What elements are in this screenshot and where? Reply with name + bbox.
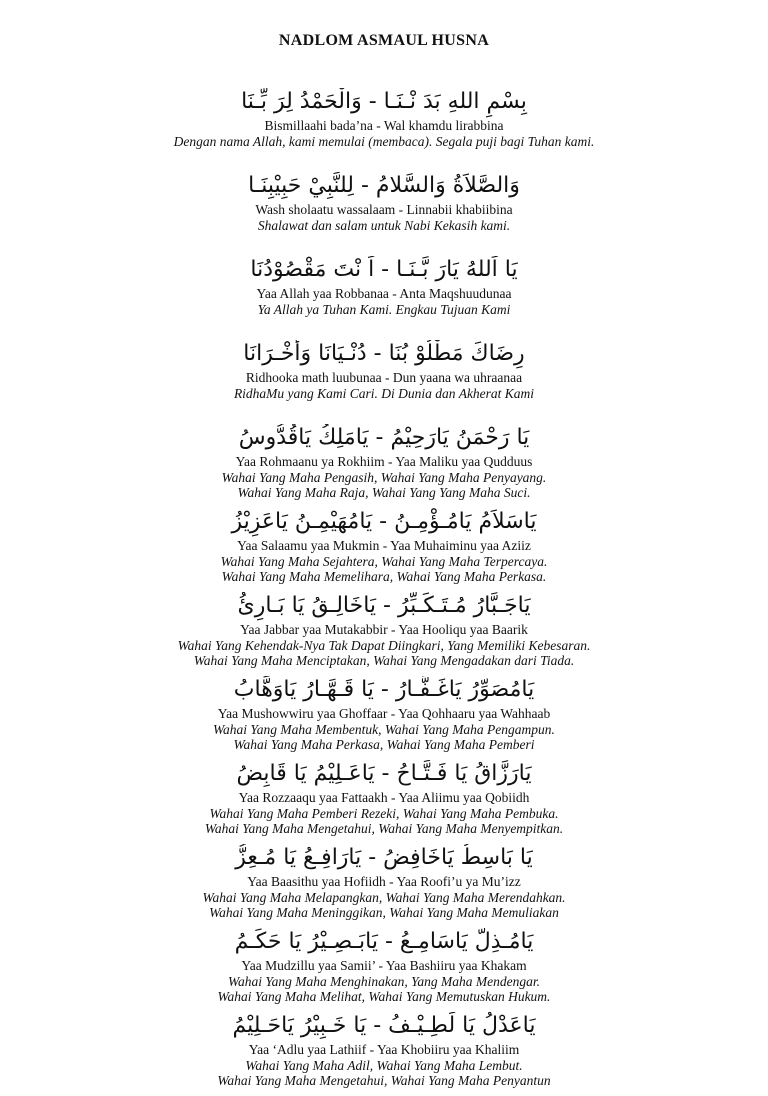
translation-line: Wahai Yang Maha Mengetahui, Wahai Yang Maha Menyempitkan. xyxy=(204,821,564,836)
translation-line: Wahai Yang Maha Melihat, Wahai Yang Memutuskan Hukum. xyxy=(217,989,551,1004)
translation-line: Dengan nama Allah, kami memulai (membaca). Segala puji bagi Tuhan kami. xyxy=(173,134,595,149)
verse-block xyxy=(0,340,768,424)
translation-line: Ya Allah ya Tuhan Kami. Engkau Tujuan Kami xyxy=(257,302,511,317)
transliteration-text: Yaa Baasithu yaa Hofiidh - Yaa Roofi’u ya Mu’izz xyxy=(247,874,521,889)
translation-line: Wahai Yang Maha Pemberi Rezeki, Wahai Yang Maha Pembuka. xyxy=(209,806,559,821)
transliteration-text: Yaa Jabbar yaa Mutakabbir - Yaa Hooliqu yaa Baarik xyxy=(240,622,528,637)
transliteration-text: Yaa Salaamu yaa Mukmin - Yaa Muhaiminu yaa Aziiz xyxy=(237,538,531,553)
verse-block xyxy=(0,1012,768,1096)
arabic-verse-text: بِسْمِ اللهِ بَدَ نْـنَـا - وَالْحَمْدُ لِرَ بِّـنَا xyxy=(241,89,527,114)
verse-block xyxy=(0,592,768,676)
arabic-verse-text: يَا بَاسِطُ يَاخَافِضُ - يَارَافِـعُ يَا مُـعِزُّ xyxy=(235,845,533,870)
translation-line: Wahai Yang Maha Menciptakan, Wahai Yang Mengadakan dari Tiada. xyxy=(193,653,575,668)
arabic-verse-text: يَامُصَوِّرُ يَاغَـفَّـارُ - يَا قَـهَّـارُ يَاوَهَّابُ xyxy=(233,677,535,702)
translation-line: Wahai Yang Maha Menghinakan, Yang Maha Mendengar. xyxy=(227,974,540,989)
verse-block xyxy=(0,676,768,760)
transliteration-text: Yaa Rohmaanu ya Rokhiim - Yaa Maliku yaa Qudduus xyxy=(235,454,533,469)
translation-line: Wahai Yang Maha Melapangkan, Wahai Yang Maha Merendahkan. xyxy=(202,890,566,905)
transliteration-text: Yaa Mushowwiru yaa Ghoffaar - Yaa Qohhaaru yaa Wahhaab xyxy=(217,706,551,721)
transliteration-text: Ridhooka math luubunaa - Dun yaana wa uhraanaa xyxy=(245,370,523,385)
translation-line: Wahai Yang Maha Pengasih, Wahai Yang Maha Penyayang. xyxy=(221,470,547,485)
verse-block xyxy=(0,928,768,1012)
translation-line: Wahai Yang Maha Membentuk, Wahai Yang Maha Pengampun. xyxy=(213,722,555,737)
translation-line: Wahai Yang Maha Adil, Wahai Yang Maha Lembut. xyxy=(245,1058,523,1073)
arabic-verse-text: يَاجَـبَّارُ مُـتَـكَـبِّرُ - يَاخَالِـقُ يَا بَـارِئُ xyxy=(237,593,531,618)
arabic-verse-text: يَا رَحْمَنُ يَارَحِيْمُ - يَامَلِكُ يَاقُدُّوسُ xyxy=(238,425,530,450)
arabic-verse-text: يَارَزَّاقُ يَا فَـتَّـاحُ - يَاعَـلِيْمُ يَا قَابِضُ xyxy=(236,761,532,786)
translation-line: Wahai Yang Maha Raja, Wahai Yang Yang Maha Suci. xyxy=(237,485,531,500)
transliteration-text: Bismillaahi bada’na - Wal khamdu lirabbina xyxy=(264,118,504,133)
verse-block xyxy=(0,424,768,508)
arabic-verse-text: يَاسَلاَمُ يَامُـؤْمِـنُ - يَامُهَيْمِـنُ يَاعَزِيْزُ xyxy=(231,509,537,534)
verse-block xyxy=(0,256,768,340)
arabic-verse-text: يَاعَدْلُ يَا لَطِـيْـفُ - يَا خَـبِيْرُ يَاحَـلِيْمُ xyxy=(232,1013,536,1038)
transliteration-text: Wash sholaatu wassalaam - Linnabii khabiibina xyxy=(255,202,513,217)
transliteration-text: Yaa Rozzaaqu yaa Fattaakh - Yaa Aliimu yaa Qobiidh xyxy=(238,790,530,805)
verse-block xyxy=(0,508,768,592)
verse-list xyxy=(0,88,768,1096)
verse-block xyxy=(0,172,768,256)
translation-line: RidhaMu yang Kami Cari. Di Dunia dan Akherat Kami xyxy=(233,386,535,401)
translation-line: Wahai Yang Maha Perkasa, Wahai Yang Maha Pemberi xyxy=(233,737,535,752)
translation-line: Shalawat dan salam untuk Nabi Kekasih kami. xyxy=(257,218,511,233)
verse-block xyxy=(0,88,768,172)
transliteration-text: Yaa ‘Adlu yaa Lathiif - Yaa Khobiiru yaa Khaliim xyxy=(248,1042,520,1057)
page-title: NADLOM ASMAUL HUSNA xyxy=(278,32,490,49)
verse-block xyxy=(0,844,768,928)
translation-line: Wahai Yang Maha Sejahtera, Wahai Yang Maha Terpercaya. xyxy=(220,554,548,569)
translation-line: Wahai Yang Kehendak-Nya Tak Dapat Diingkari, Yang Memiliki Kebesaran. xyxy=(177,638,591,653)
translation-line: Wahai Yang Maha Meninggikan, Wahai Yang Maha Memuliakan xyxy=(209,905,559,920)
arabic-verse-text: وَالصَّلاَةُ وَالسَّلامُ - لِلنَّبِيْ حَبِيْبِنَـا xyxy=(248,173,520,198)
translation-line: Wahai Yang Maha Mengetahui, Wahai Yang Maha Penyantun xyxy=(217,1073,551,1088)
transliteration-text: Yaa Allah yaa Robbanaa - Anta Maqshuudunaa xyxy=(256,286,512,301)
transliteration-text: Yaa Mudzillu yaa Samii’ - Yaa Bashiiru yaa Khakam xyxy=(241,958,527,973)
verse-block xyxy=(0,760,768,844)
translation-line: Wahai Yang Maha Memelihara, Wahai Yang Maha Perkasa. xyxy=(221,569,547,584)
arabic-verse-text: يَامُـذِلُّ يَاسَامِـعُ - يَابَـصِـيْرُ يَا حَكَـمُ xyxy=(234,929,534,954)
arabic-verse-text: رِضَاكَ مَطْلُوْ بُنَا - دُنْـيَانَا وَأُخْـرَانَا xyxy=(243,341,525,366)
arabic-verse-text: يَا اَللهُ يَارَ بَّـنَـا - اَ نْتَ مَقْصُوْدُنَا xyxy=(250,257,518,282)
